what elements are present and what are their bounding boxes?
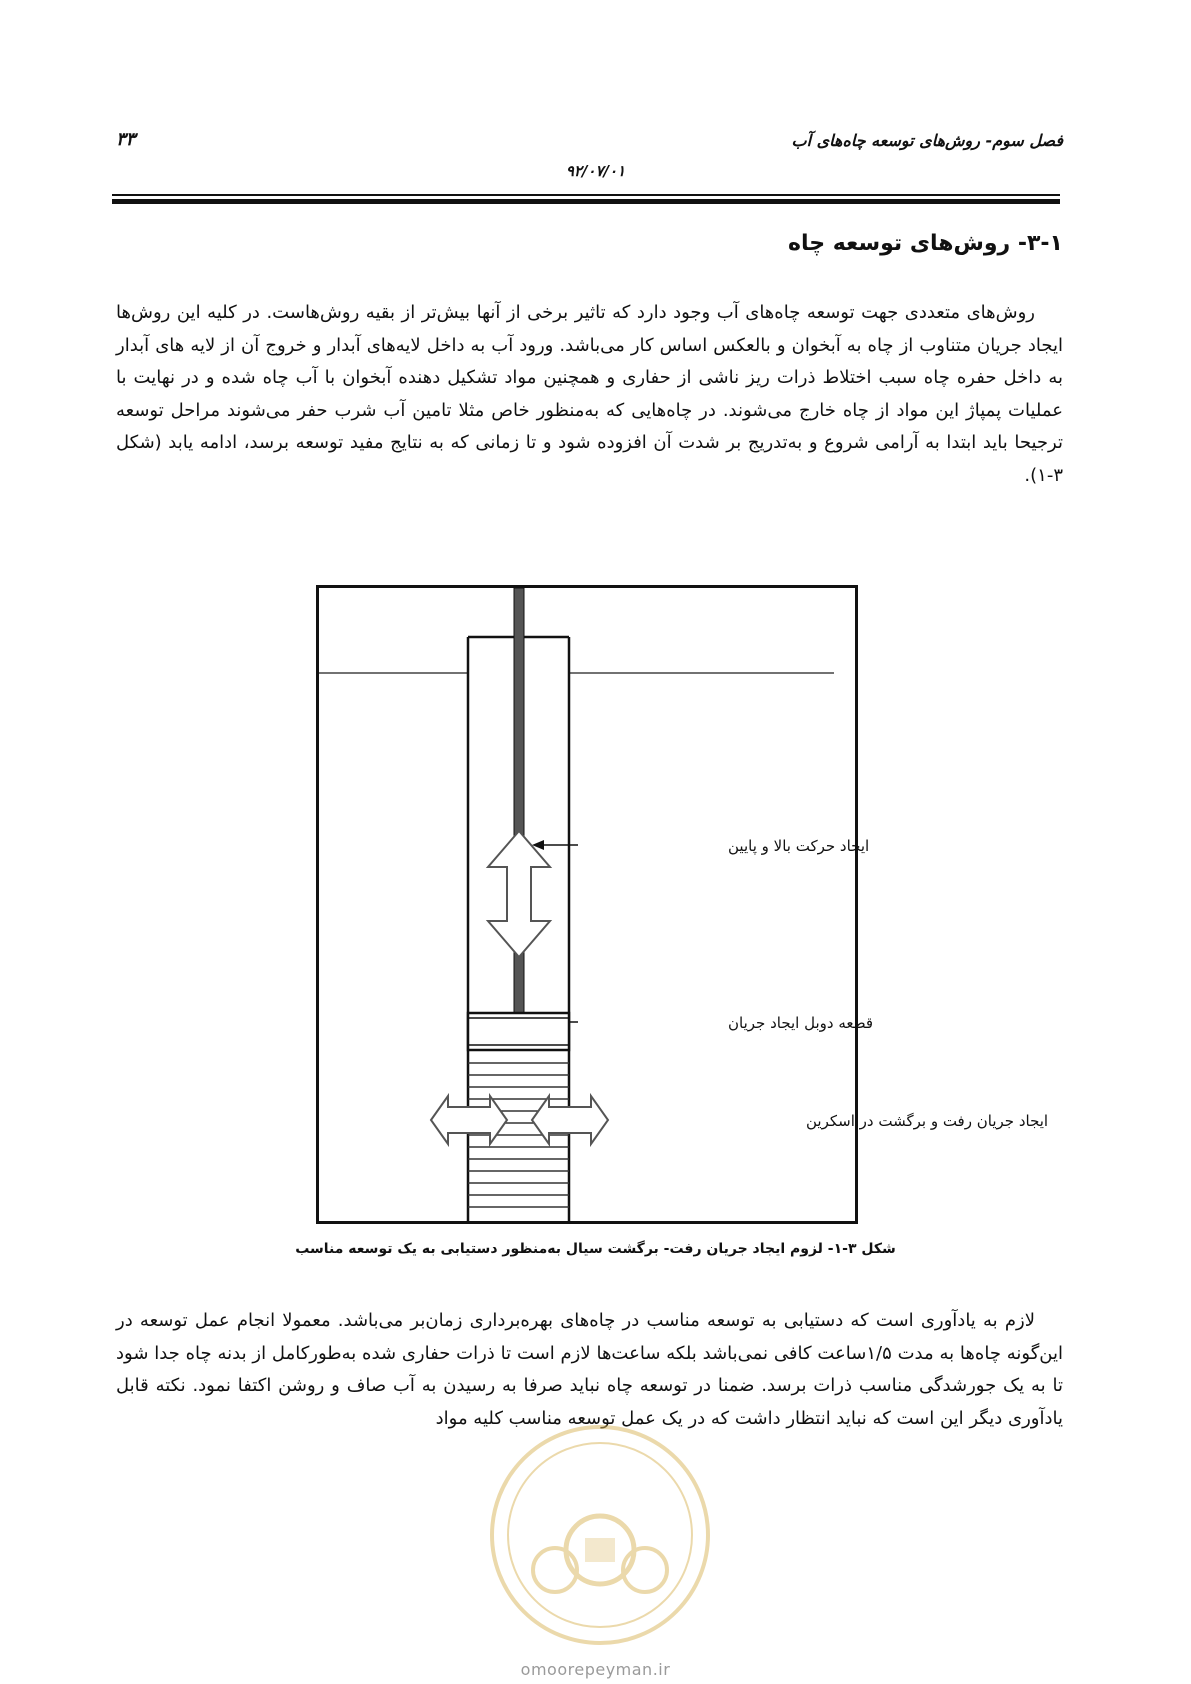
header-rule-thick [112,199,1060,204]
header-date: ۹۲/۰۷/۰۱ [565,162,626,180]
paragraph-text: روش‌های متعددی جهت توسعه چاه‌های آب وجود دارد که تاثیر برخی از آنها بیش‌تر از بقیه روش‌هاست. در کلیه این روش‌ها ایجاد جریان متناوب از چاه به آبخوان و بالعکس اساس کار می‌باشد. ورود آب به داخل لایه‌های آبدار و خروج آن از لایه های آبدار به داخل حفره چاه سبب اختلاط ذرات ریز ناشی از حفاری و همچنین مواد تشکیل دهنده آبخوان با آب چاه شده و در نهایت با عملیات پمپاژ این مواد از چاه خارج می‌شوند. در چاه‌هایی که به‌منظور خاص مثلا تامین آب شرب حفر می‌شوند مراحل توسعه ترجیحا باید ابتدا به آرامی شروع و به‌تدریج بر شدت آن افزوده شود و تا زمانی که به نتایج مفید توسعه برسد، ادامه یابد (شکل ۳-۱). [116,302,1063,486]
running-header-title: فصل سوم- روش‌های توسعه چاه‌های آب [791,131,1063,150]
label-screen-flow: ایجاد جریان رفت و برگشت در اسکرین [806,1112,1049,1130]
drill-rod [514,588,524,1050]
well-development-figure [316,585,1049,1224]
label-up-down-motion: ایجاد حرکت بالا و پایین [728,837,870,855]
section-heading: ۳-۱- روش‌های توسعه چاه [787,231,1063,256]
body-paragraph-2 [116,1305,1063,1435]
page-number: ۳۳ [116,129,136,150]
body-paragraph-1 [116,297,1063,492]
figure-caption: شکل ۳-۱- لزوم ایجاد جریان رفت- برگشت سیال به‌منظور دستیابی به یک توسعه مناسب [295,1241,896,1257]
header-rule-thin [112,194,1060,196]
paragraph-text: لازم به یادآوری است که دستیابی به توسعه مناسب در چاه‌های بهره‌برداری زمان‌بر می‌باشد. معمولا انجام عمل توسعه در این‌گونه چاه‌ها به مدت ۱/۵ساعت کافی نمی‌باشد بلکه ساعت‌ها لازم است تا ذرات حفاری شده به‌طورکامل از بدنه چاه جدا شود تا به یک جورشدگی مناسب ذرات برسد. ضمنا در توسعه چاه نباید صرفا به رسیدن به آب صاف و روشن اکتفا نمود. نکته قابل یادآوری دیگر این است که نباید انتظار داشت که در یک عمل توسعه مناسب کلیه مواد [116,1310,1064,1429]
watermark-site-text: omoorepeyman.ir [520,1660,671,1679]
watermark-seal-icon [485,1420,715,1650]
label-surge-block: قطعه دوبل ایجاد جریان [728,1014,874,1032]
